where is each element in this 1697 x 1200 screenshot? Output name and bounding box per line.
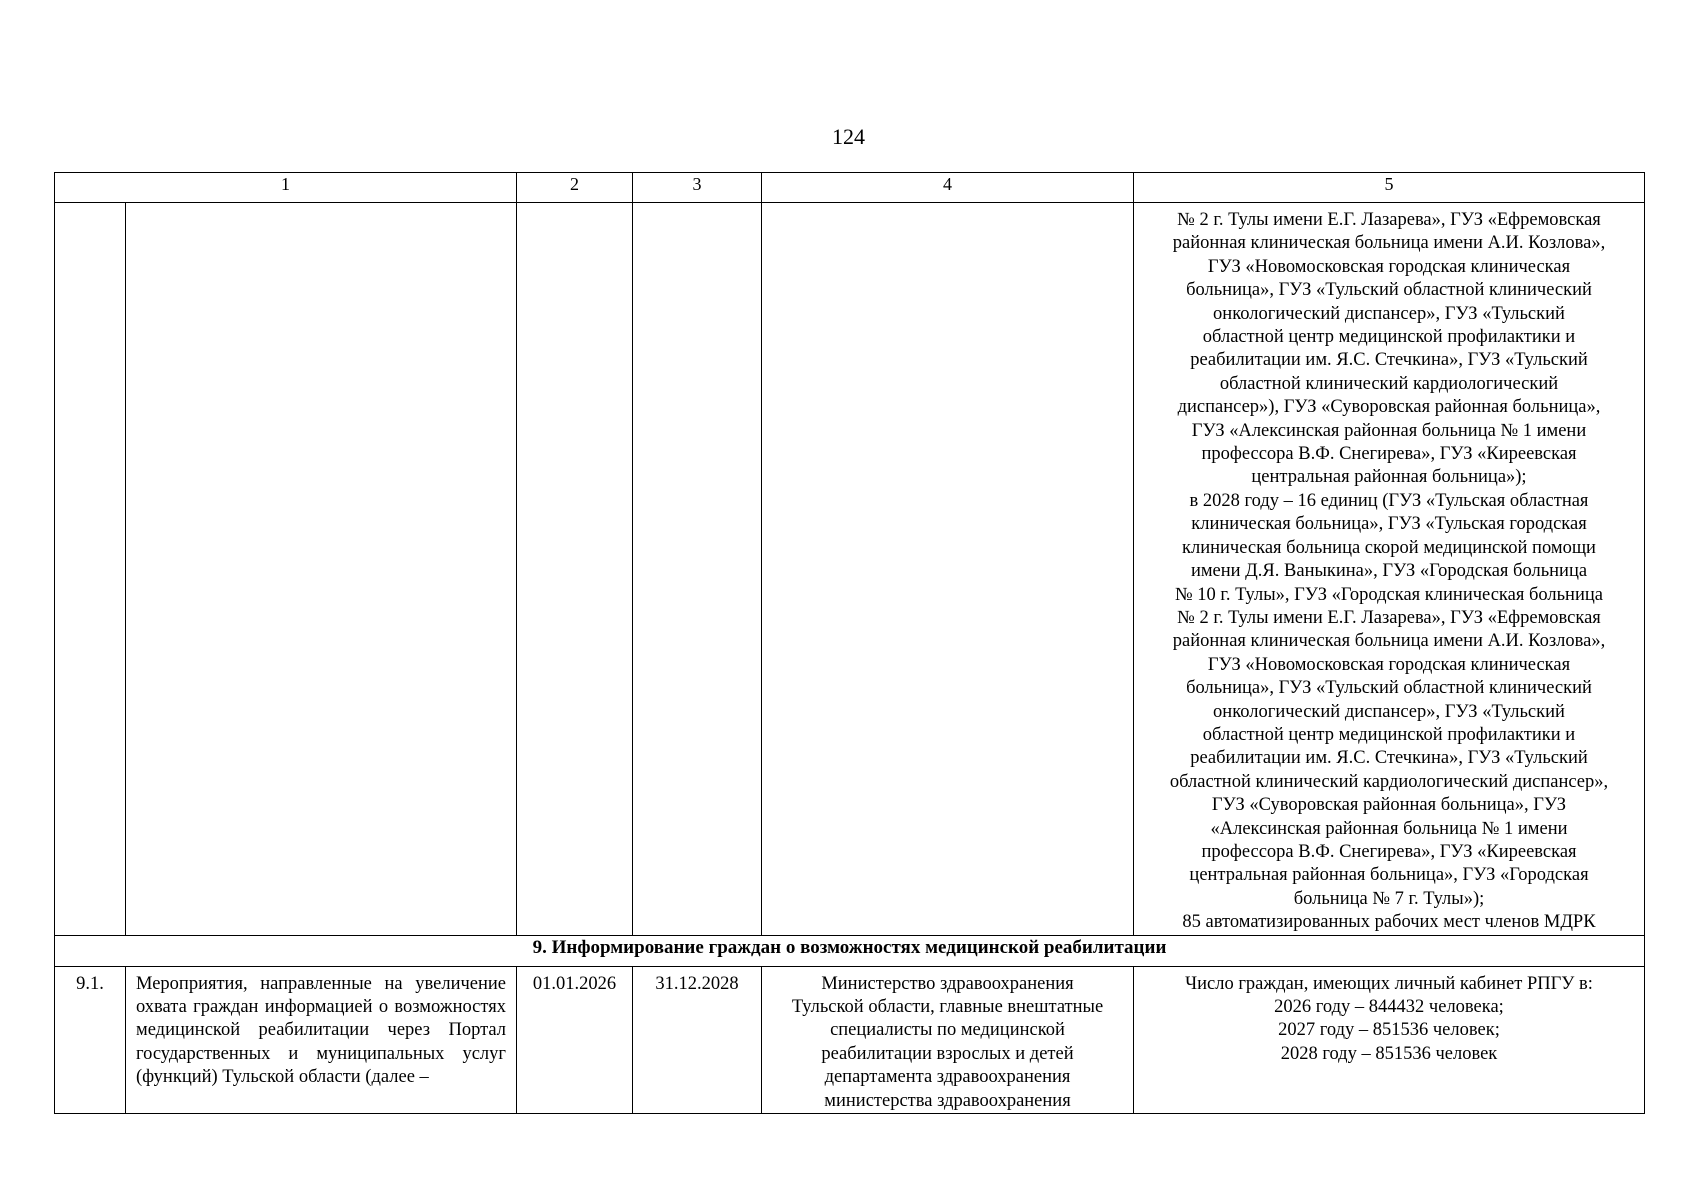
text-line: областной клинический кардиологический диспансер»,: [1169, 771, 1609, 792]
header-col-2: 2: [517, 173, 633, 203]
text-line: клиническая больница скорой медицинской помощи: [1182, 537, 1596, 558]
text-line: ГУЗ «Алексинская районная больница № 1 имени: [1191, 420, 1587, 441]
text-line: диспансер»), ГУЗ «Суворовская районная больница»,: [1177, 397, 1601, 418]
text-line: в 2028 году – 16 единиц (ГУЗ «Тульская областная: [1189, 490, 1589, 511]
text-line: Министерство здравоохранения: [821, 973, 1074, 994]
table-row-continued: [55, 203, 1645, 936]
text-line: областной клинический кардиологический: [1219, 373, 1559, 394]
table-row: [55, 966, 1645, 1113]
text-line: «Алексинская районная больница № 1 имени: [1210, 818, 1568, 839]
text-line: областной центр медицинской профилактики и: [1202, 724, 1576, 745]
item-number: 9.1.: [55, 966, 126, 1113]
cell-responsible-empty: [762, 203, 1134, 936]
cell-end-empty: [633, 203, 762, 936]
text-line: министерства здравоохранения: [824, 1090, 1071, 1111]
text-line: больница № 7 г. Тулы»);: [1293, 888, 1485, 909]
cell-number-empty: [55, 203, 126, 936]
text-line: реабилитации взрослых и детей: [821, 1043, 1074, 1064]
item-responsible: [762, 966, 1134, 1113]
text-line: онкологический диспансер», ГУЗ «Тульский: [1213, 701, 1565, 722]
item-indicator: [1134, 966, 1645, 1113]
text-line: профессора В.Ф. Снегирева», ГУЗ «Киреевская: [1201, 444, 1577, 465]
text-line: ГУЗ «Суворовская районная больница», ГУЗ: [1211, 795, 1567, 816]
text-line: № 2 г. Тулы имени Е.Г. Лазарева», ГУЗ «Ефремовская: [1177, 210, 1601, 230]
item-description: Мероприятия, направленные на увеличение охвата граждан информацией о возможностях медицинской реабилитации через Портал государственных и муниципальных услуг (функций) Тульской области (далее –: [126, 966, 517, 1113]
measures-table: [54, 172, 1645, 1114]
text-line: больница», ГУЗ «Тульский областной клинический: [1186, 280, 1592, 301]
text-line: 2028 году – 851536 человек: [1280, 1043, 1498, 1064]
text-line: реабилитации им. Я.С. Стечкина», ГУЗ «Тульский: [1190, 748, 1588, 769]
text-line: 85 автоматизированных рабочих мест членов МДРК: [1182, 912, 1596, 933]
text-line: Тульской области, главные внештатные: [791, 997, 1104, 1017]
text-line: имени Д.Я. Ваныкина», ГУЗ «Городская больница: [1190, 561, 1588, 582]
header-col-5: 5: [1134, 173, 1645, 203]
section-title: 9. Информирование граждан о возможностях медицинской реабилитации: [55, 935, 1645, 966]
text-line: клиническая больница», ГУЗ «Тульская городская: [1191, 514, 1587, 535]
item-start-date: 01.01.2026: [517, 966, 633, 1113]
header-col-1: 1: [55, 173, 517, 203]
text-line: 2027 году – 851536 человек;: [1278, 1020, 1500, 1041]
text-line: № 2 г. Тулы имени Е.Г. Лазарева», ГУЗ «Ефремовская: [1177, 607, 1601, 628]
text-line: № 10 г. Тулы», ГУЗ «Городская клиническая больница: [1175, 584, 1603, 605]
text-line: департамента здравоохранения: [824, 1067, 1071, 1088]
cell-start-empty: [517, 203, 633, 936]
text-line: центральная районная больница»);: [1251, 467, 1527, 488]
table-header-row: [55, 173, 1645, 203]
item-end-date: 31.12.2028: [633, 966, 762, 1113]
text-line: ГУЗ «Новомосковская городская клиническая: [1207, 256, 1571, 277]
text-line: ГУЗ «Новомосковская городская клиническая: [1207, 654, 1571, 675]
header-col-3: 3: [633, 173, 762, 203]
text-line: реабилитации им. Я.С. Стечкина», ГУЗ «Тульский: [1190, 350, 1588, 371]
text-line: специалисты по медицинской: [830, 1020, 1065, 1041]
text-line: профессора В.Ф. Снегирева», ГУЗ «Киреевская: [1201, 841, 1577, 862]
text-line: центральная районная больница», ГУЗ «Городская: [1189, 865, 1589, 886]
text-line: больница», ГУЗ «Тульский областной клинический: [1186, 678, 1592, 699]
text-line: областной центр медицинской профилактики и: [1202, 327, 1576, 348]
text-line: районная клиническая больница имени А.И. Козлова»,: [1172, 631, 1606, 652]
page-number: 124: [832, 124, 865, 149]
cell-indicator-continued: [1134, 203, 1645, 936]
header-col-4: 4: [762, 173, 1134, 203]
text-line: районная клиническая больница имени А.И. Козлова»,: [1172, 233, 1606, 254]
text-line: онкологический диспансер», ГУЗ «Тульский: [1213, 303, 1565, 324]
section-header-row: [55, 935, 1645, 966]
cell-description-empty: [126, 203, 517, 936]
text-line: 2026 году – 844432 человека;: [1274, 997, 1504, 1017]
text-line: Число граждан, имеющих личный кабинет РПГУ в:: [1185, 973, 1593, 994]
